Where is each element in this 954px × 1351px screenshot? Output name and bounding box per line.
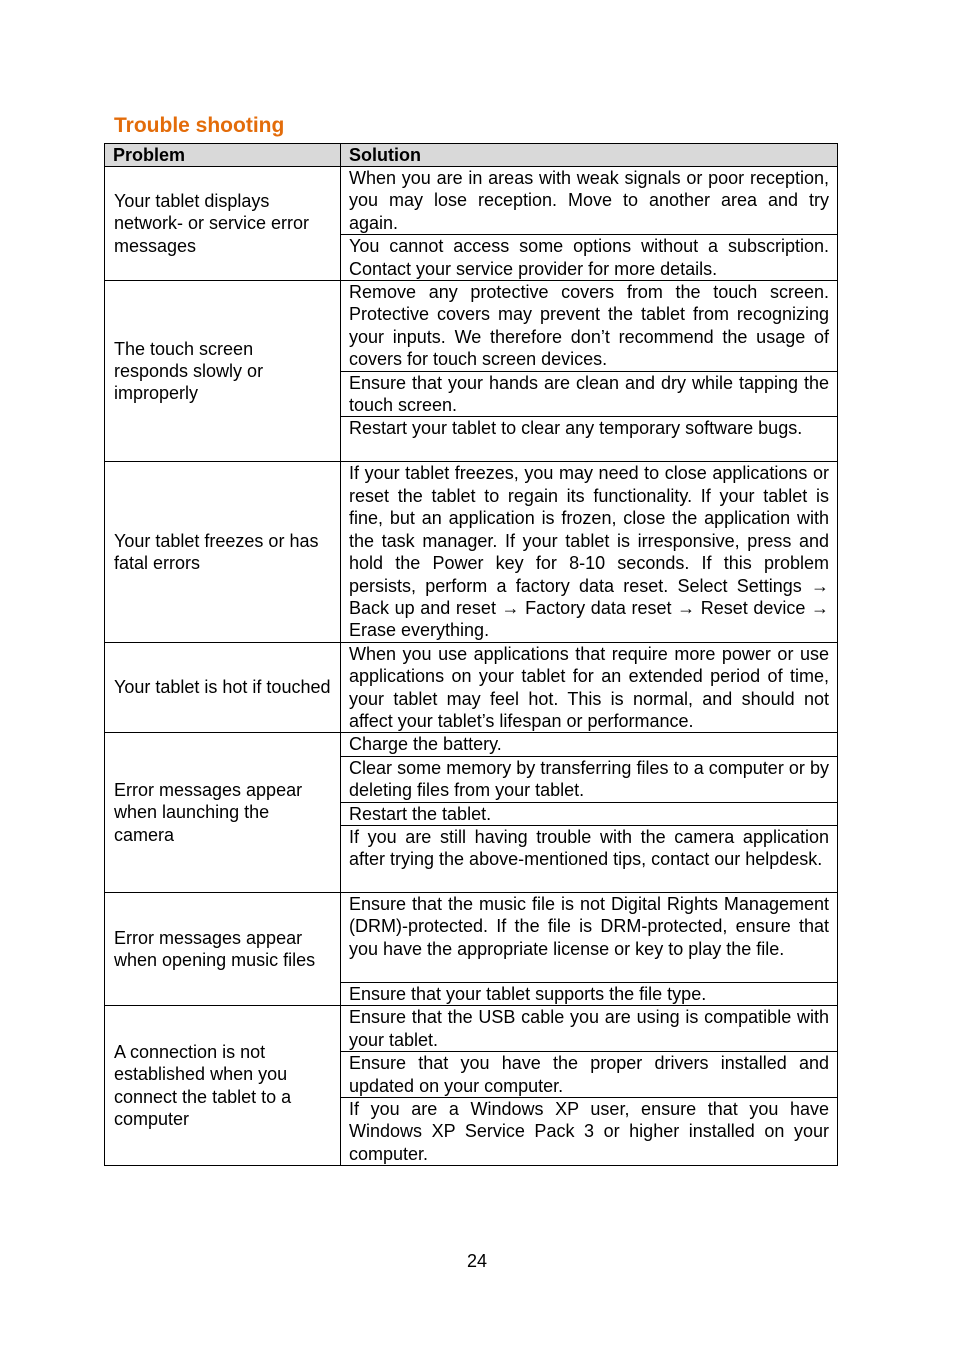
problem-cell: Your tablet freezes or has fatal errors (105, 462, 341, 642)
problem-cell: The touch screen responds slowly or improperly (105, 281, 341, 462)
table-row (105, 167, 838, 235)
solution-cell: Remove any protective covers from the touch screen. Protective covers may prevent the tablet from recognizing your inputs. We therefore don’t recommend the usage of covers for touch screen devices. (341, 281, 838, 372)
table-row (105, 281, 838, 372)
solution-cell: Ensure that your hands are clean and dry while tapping the touch screen. (341, 371, 838, 417)
troubleshooting-table (104, 143, 838, 1166)
solution-cell: Ensure that the music file is not Digital Rights Management (DRM)-protected. If the file is DRM-protected, ensure that you have the appropriate license or key to play the file. (341, 892, 838, 982)
table-row (105, 733, 838, 756)
solution-cell: Restart the tablet. (341, 802, 838, 825)
solution-cell: If your tablet freezes, you may need to close applications or reset the tablet to regain its functionality. If your tablet is fine, but an application is frozen, close the application with the task manager. If your tablet is irresponsive, press and hold the Power key for 8-10 seconds. If this problem persists, perform a factory data reset. Select Settings → Back up and reset → Factory data reset → Reset device → Erase everything. (341, 462, 838, 642)
solution-cell: When you are in areas with weak signals or poor reception, you may lose reception. Move to another area and try again. (341, 167, 838, 235)
table-body (105, 167, 838, 1166)
solution-cell: If you are still having trouble with the camera application after trying the above-mentioned tips, contact our helpdesk. (341, 825, 838, 892)
problem-cell: A connection is not established when you connect the tablet to a computer (105, 1006, 341, 1166)
page-number: 24 (466, 1251, 488, 1271)
table-row (105, 462, 838, 642)
solution-cell: You cannot access some options without a subscription. Contact your service provider for more details. (341, 235, 838, 281)
solution-cell: Ensure that the USB cable you are using is compatible with your tablet. (341, 1006, 838, 1052)
problem-cell: Your tablet displays network- or service error messages (105, 167, 341, 281)
solution-cell: Ensure that your tablet supports the file type. (341, 982, 838, 1005)
page-title: Trouble shooting (114, 114, 285, 137)
problem-cell: Error messages appear when launching the camera (105, 733, 341, 893)
solution-cell: When you use applications that require more power or use applications on your tablet for an extended period of time, your tablet may feel hot. This is normal, and should not affect your tablet’s lifespan or performance. (341, 642, 838, 733)
table-header-row (105, 144, 838, 167)
problem-cell: Error messages appear when opening music files (105, 892, 341, 1005)
table-row (105, 892, 838, 982)
solution-cell: Clear some memory by transferring files to a computer or by deleting files from your tablet. (341, 756, 838, 802)
solution-cell: If you are a Windows XP user, ensure that you have Windows XP Service Pack 3 or higher installed on your computer. (341, 1098, 838, 1166)
solution-cell: Restart your tablet to clear any temporary software bugs. (341, 417, 838, 462)
problem-column-header: Problem (105, 144, 341, 167)
problem-cell: Your tablet is hot if touched (105, 642, 341, 733)
table-row (105, 642, 838, 733)
solution-cell: Ensure that you have the proper drivers installed and updated on your computer. (341, 1052, 838, 1098)
solution-cell: Charge the battery. (341, 733, 838, 756)
table-row (105, 1006, 838, 1052)
solution-column-header: Solution (341, 144, 838, 167)
